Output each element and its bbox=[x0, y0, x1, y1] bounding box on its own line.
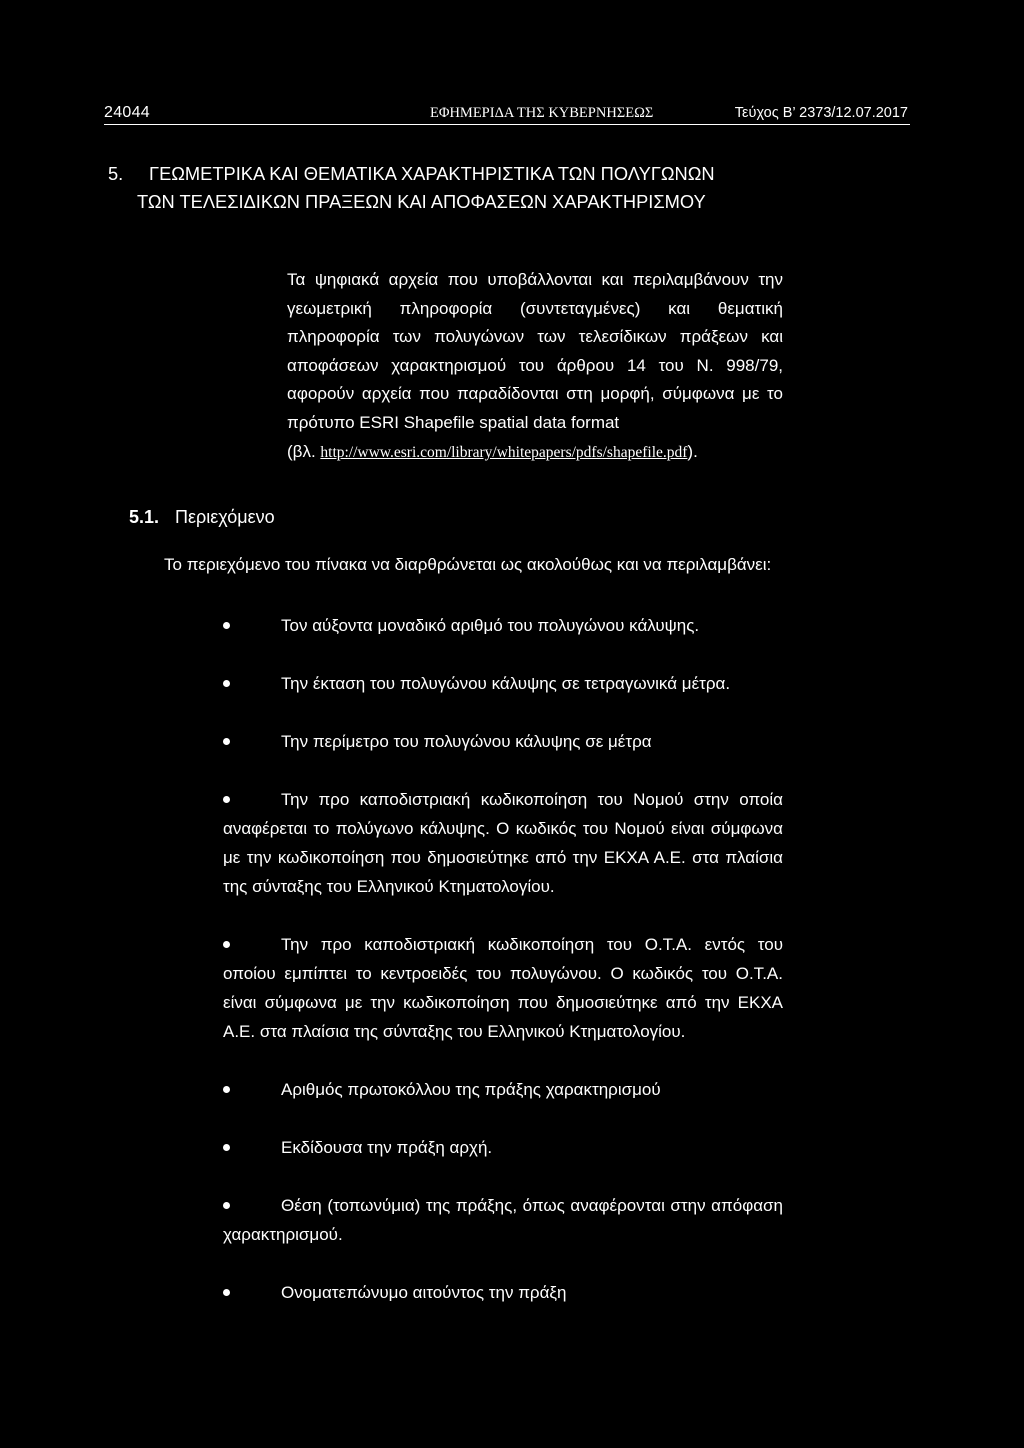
bullet-icon bbox=[223, 1086, 230, 1093]
list-item bbox=[223, 930, 783, 1046]
list-item-text: Την έκταση του πολυγώνου κάλυψης σε τετραγωνικά μέτρα. bbox=[281, 674, 731, 693]
bullet-icon bbox=[223, 738, 230, 745]
list-item-text: Την προ καποδιστριακή κωδικοποίηση του Νομού στην οποία αναφέρεται το πολύγωνο κάλυψης. Ο κωδικός του Νομού είναι σύμφωνα με την κωδικοποίηση που δημοσιεύτηκε από την ΕΚΧΑ Α.Ε. στα πλαίσια της σύνταξης του Ελληνικού Κτηματολογίου. bbox=[223, 790, 783, 896]
list-item bbox=[223, 1278, 783, 1307]
list-item-text: Την περίμετρο του πολυγώνου κάλυψης σε μέτρα bbox=[281, 732, 652, 751]
section-title-line1: ΓΕΩΜΕΤΡΙΚΑ ΚΑΙ ΘΕΜΑΤΙΚΑ ΧΑΡΑΚΤΗΡΙΣΤΙΚΑ ΤΩΝ ΠΟΛΥΓΩΝΩΝ bbox=[149, 163, 715, 184]
bullet-icon bbox=[223, 1289, 230, 1296]
shapefile-spec-link[interactable]: http://www.esri.com/library/whitepapers/pdfs/shapefile.pdf bbox=[320, 444, 688, 461]
page-header bbox=[104, 100, 910, 125]
bullet-icon bbox=[223, 1202, 230, 1209]
content-list bbox=[223, 611, 783, 1336]
journal-title: ΕΦΗΜΕΡΙΔΑ ΤΗΣ ΚΥΒΕΡΝΗΣΕΩΣ bbox=[430, 105, 654, 121]
list-item bbox=[223, 1191, 783, 1249]
reference-line bbox=[287, 438, 698, 467]
intro-paragraph: Τα ψηφιακά αρχεία που υποβάλλονται και περιλαμβάνουν την γεωμετρική πληροφορία (συντεταγμένες) και θεματική πληροφορία των πολυγώνων των τελεσίδικων πράξεων και αποφάσεων χαρακτηρισμού του άρθρου 14 του Ν. 998/79, αφορούν αρχεία που παραδίδονται στη μορφή, σύμφωνα με το πρότυπο ESRI Shapefile spatial data format bbox=[287, 270, 783, 432]
bullet-icon bbox=[223, 622, 230, 629]
list-item-text: Τον αύξοντα μοναδικό αριθμό του πολυγώνου κάλυψης. bbox=[281, 616, 700, 635]
bullet-icon bbox=[223, 1144, 230, 1151]
list-item-text: Εκδίδουσα την πράξη αρχή. bbox=[281, 1138, 493, 1157]
content-lead-paragraph: Το περιεχόμενο του πίνακα να διαρθρώνεται ως ακολούθως και να περιλαμβάνει: bbox=[164, 555, 772, 574]
list-item bbox=[223, 611, 783, 640]
list-item-text: Ονοματεπώνυμο αιτούντος την πράξη bbox=[281, 1283, 567, 1302]
reference-suffix: ). bbox=[687, 442, 698, 461]
bullet-icon bbox=[223, 941, 230, 948]
list-item-text: Αριθμός πρωτοκόλλου της πράξης χαρακτηρισμού bbox=[281, 1080, 661, 1099]
reference-prefix: (βλ. bbox=[287, 442, 321, 461]
list-item bbox=[223, 1075, 783, 1104]
section-number: 5. bbox=[108, 163, 124, 184]
section-title-line2: ΤΩΝ ΤΕΛΕΣΙΔΙΚΩΝ ΠΡΑΞΕΩΝ ΚΑΙ ΑΠΟΦΑΣΕΩΝ ΧΑΡΑΚΤΗΡΙΣΜΟΥ bbox=[137, 191, 706, 212]
issue-info: Τεύχος Β’ 2373/12.07.2017 bbox=[734, 105, 908, 121]
list-item bbox=[223, 1133, 783, 1162]
subsection-title bbox=[129, 507, 275, 528]
list-item bbox=[223, 785, 783, 901]
list-item bbox=[223, 669, 783, 698]
page-number: 24044 bbox=[104, 104, 150, 121]
subsection-heading: Περιεχόμενο bbox=[175, 507, 275, 527]
list-item-text: Θέση (τοπωνύμια) της πράξης, όπως αναφέρονται στην απόφαση χαρακτηρισμού. bbox=[223, 1196, 783, 1244]
list-item-text: Την προ καποδιστριακή κωδικοποίηση του Ο.Τ.Α. εντός του οποίου εμπίπτει το κεντροειδές του πολυγώνου. Ο κωδικός του Ο.Τ.Α. είναι σύμφωνα με την κωδικοποίηση που δημοσιεύτηκε από την ΕΚΧΑ Α.Ε. στα πλαίσια της σύνταξης του Ελληνικού Κτηματολογίου. bbox=[223, 935, 783, 1041]
subsection-number: 5.1. bbox=[129, 507, 160, 527]
list-item bbox=[223, 727, 783, 756]
bullet-icon bbox=[223, 680, 230, 687]
bullet-icon bbox=[223, 796, 230, 803]
